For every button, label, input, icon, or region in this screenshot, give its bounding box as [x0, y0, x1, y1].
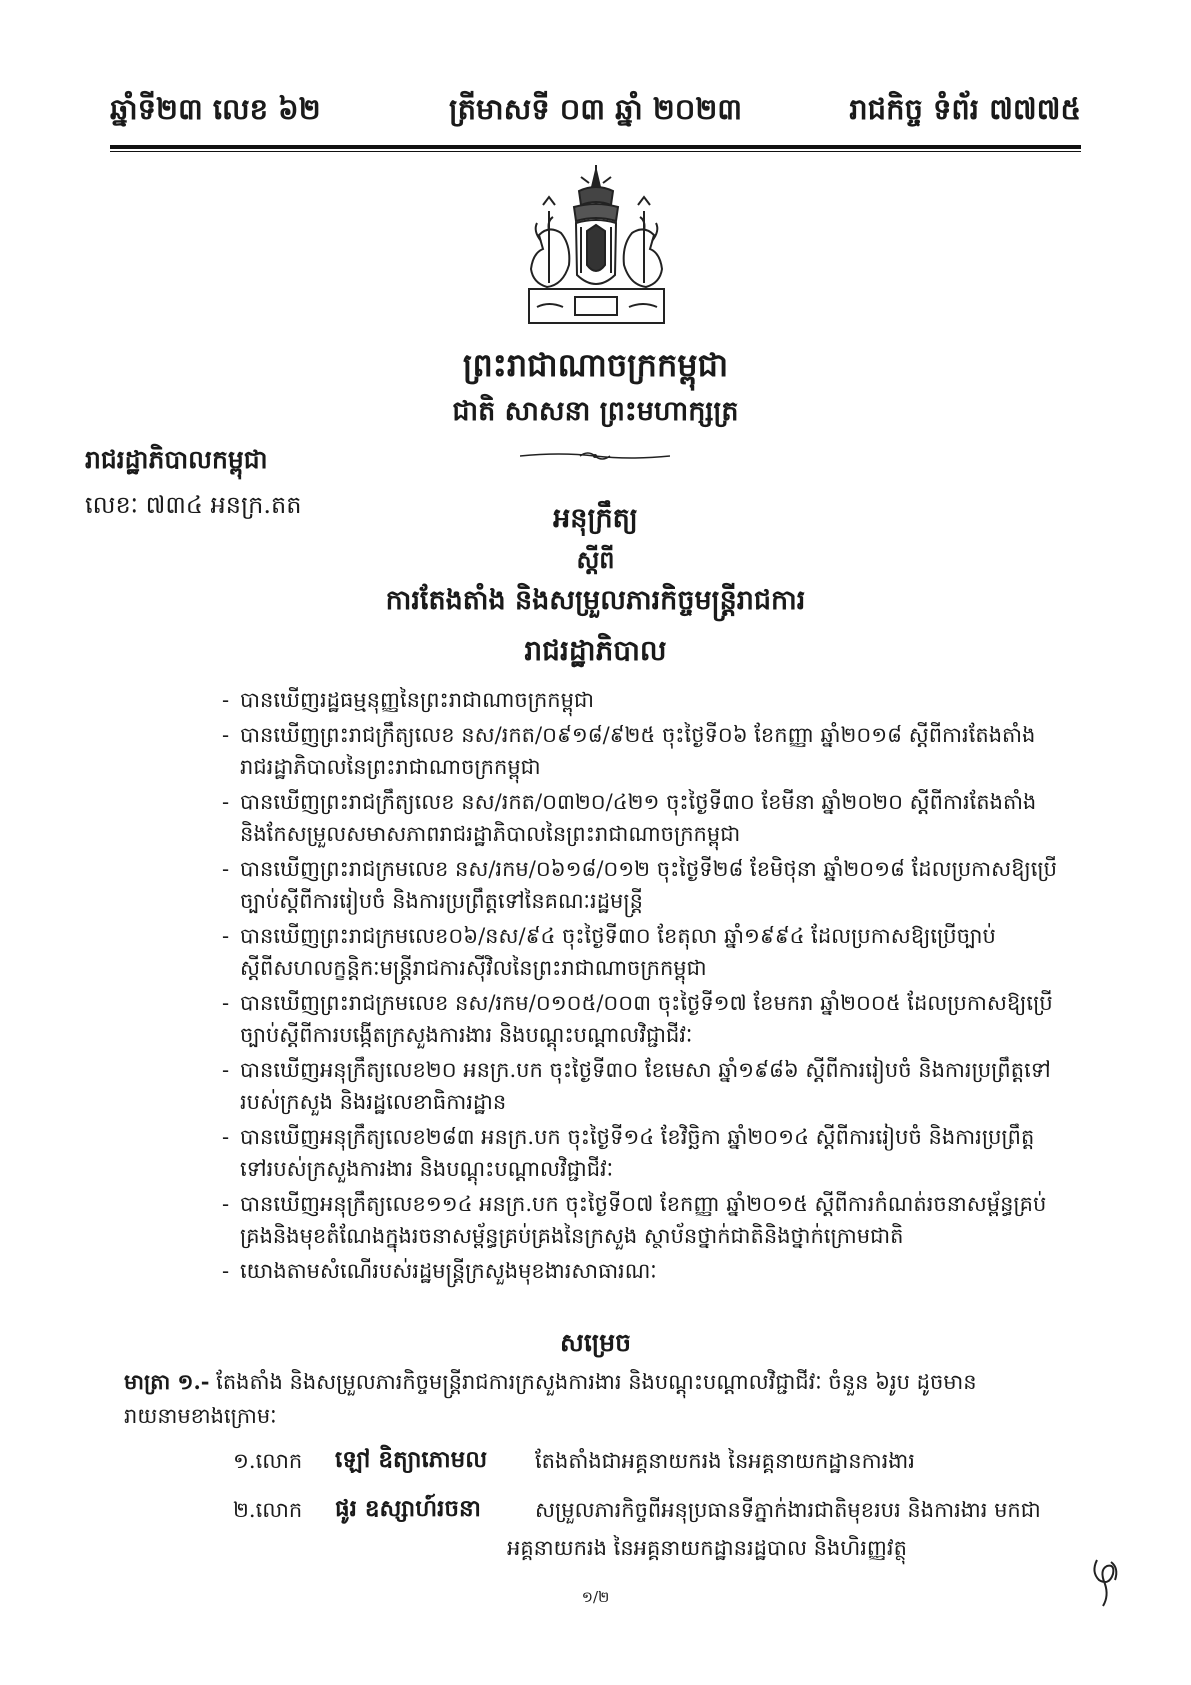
kingdom-name: ព្រះរាជាណាចក្រកម្ពុជា	[462, 346, 729, 384]
header-rule-thin	[110, 151, 1081, 152]
document-about: ស្តីពី	[576, 545, 615, 574]
appointee-2-name: ផូរ ឧស្សាហ៍រចនា	[335, 1495, 481, 1522]
tacteng-ornament-icon	[520, 450, 670, 462]
appointee-1-role: តែងតាំងជាអគ្គនាយករង នៃអគ្គនាយកដ្ឋានការងារ	[535, 1449, 915, 1473]
appointee-1-title: ១.លោក	[233, 1449, 303, 1473]
document-subject: ការតែងតាំង និងសម្រួលភារកិច្ចមន្រ្តីរាជការ	[385, 585, 806, 616]
visa-item: - បានឃើញព្រះរាជក្រមលេខ នស/រកម/០១០៥/០០៣ ចុះថ្ងៃទី១៧ ខែមករា ឆ្នាំ២០០៥ ដែលប្រកាសឱ្យប្រើច្បាប់ស្តីពីការបង្កើតក្រសួងការងារ និងបណ្តុះបណ្តាលវិជ្ជាជីវៈ	[228, 987, 1058, 1051]
document-type: អនុក្រឹត្យ	[553, 503, 638, 534]
visa-item: - យោងតាមសំណើរបស់រដ្ឋមន្ត្រីក្រសួងមុខងារសាធារណៈ	[228, 1255, 1058, 1287]
national-motto: ជាតិ សាសនា ព្រះមហាក្សត្រ	[452, 396, 739, 427]
article-1-line-2: រាយនាមខាងក្រោមៈ	[124, 1404, 277, 1428]
appointee-2-title: ២.លោក	[233, 1498, 303, 1522]
visa-item: - បានឃើញព្រះរាជក្រមលេខ នស/រកម/០៦១៨/០១២ ចុះថ្ងៃទី២៨ ខែមិថុនា ឆ្នាំ២០១៨ ដែលប្រកាសឱ្យប្រើច្បាប់ស្តីពីការរៀបចំ និងការប្រព្រឹត្តទៅនៃគណៈរដ្ឋមន្ត្រី	[228, 853, 1058, 917]
visa-list	[228, 684, 1058, 1290]
header-rule-thick	[110, 145, 1081, 149]
visa-item: - បានឃើញរដ្ឋធម្មនុញ្ញនៃព្រះរាជាណាចក្រកម្ពុជា	[228, 684, 1058, 716]
issuing-government: រាជរដ្ឋាភិបាលកម្ពុជា	[85, 445, 268, 474]
page-number: ១/២	[581, 1588, 610, 1606]
visa-item: - បានឃើញព្រះរាជក្រមលេខ០៦/នស/៩៤ ចុះថ្ងៃទី៣០ ខែតុលា ឆ្នាំ១៩៩៤ ដែលប្រកាសឱ្យប្រើច្បាប់ស្តីពីសហលក្ខន្តិកៈមន្ត្រីរាជការស៊ីវិលនៃព្រះរាជាណាចក្រកម្ពុជា	[228, 920, 1058, 984]
visa-item: - បានឃើញព្រះរាជក្រឹត្យលេខ នស/រកត/០៩១៨/៩២៥ ចុះថ្ងៃទី០៦ ខែកញ្ញា ឆ្នាំ២០១៨ ស្តីពីការតែងតាំងរាជរដ្ឋាភិបាលនៃព្រះរាជាណាចក្រកម្ពុជា	[228, 719, 1058, 783]
article-1-label: មាត្រា ១.-	[124, 1369, 210, 1394]
header-page: រាជកិច្ច ទំព័រ ៧៧៧៥	[849, 92, 1081, 126]
appointee-2-role-line-2: អគ្គនាយករង នៃអគ្គនាយកដ្ឋានរដ្ឋបាល និងហិរញ្ញវត្ថុ	[507, 1536, 907, 1560]
article-1	[124, 1365, 1064, 1433]
header-volume: ឆ្នាំទី២៣ លេខ ៦២	[110, 92, 321, 126]
initials-signature-icon	[1085, 1550, 1125, 1610]
gazette-header	[110, 92, 1081, 140]
visa-item: - បានឃើញអនុក្រឹត្យលេខ២០ អនក្រ.បក ចុះថ្ងៃទី៣០ ខែមេសា ឆ្នាំ១៩៨៦ ស្តីពីការរៀបចំ និងការប្រព្រឹត្តទៅរបស់ក្រសួង និងរដ្ឋលេខាធិការដ្ឋាន	[228, 1054, 1058, 1118]
article-1-text: តែងតាំង និងសម្រួលភារកិច្ចមន្ត្រីរាជការក្រសួងការងារ និងបណ្តុះបណ្តាលវិជ្ជាជីវៈ ចំនួន ៦រូប ដូចមាន	[216, 1370, 977, 1394]
article-1-line-1	[124, 1365, 1064, 1399]
royal-coat-of-arms-icon	[519, 165, 674, 335]
decree-reference: លេខៈ ៧៣៤ អនក្រ.តត	[85, 491, 302, 519]
decision-heading: សម្រេច	[560, 1328, 631, 1357]
appointee-2-role-line-1: សម្រួលភារកិច្ចពីអនុប្រធានទីភ្នាក់ងារជាតិមុខរបរ និងការងារ មកជា	[535, 1498, 1041, 1522]
issuing-body: រាជរដ្ឋាភិបាល	[524, 634, 667, 667]
header-quarter: ត្រីមាសទី ០៣ ឆ្នាំ ២០២៣	[448, 92, 743, 126]
visa-item: - បានឃើញព្រះរាជក្រឹត្យលេខ នស/រកត/០៣២០/៤២១ ចុះថ្ងៃទី៣០ ខែមីនា ឆ្នាំ២០២០ ស្តីពីការតែងតាំង និងកែសម្រួលសមាសភាពរាជរដ្ឋាភិបាលនៃព្រះរាជាណាចក្រកម្ពុជា	[228, 786, 1058, 850]
visa-item: - បានឃើញអនុក្រឹត្យលេខ២៨៣ អនក្រ.បក ចុះថ្ងៃទី១៤ ខែវិច្ឆិកា ឆ្នាំ២០១៤ ស្តីពីការរៀបចំ និងការប្រព្រឹត្តទៅរបស់ក្រសួងការងារ និងបណ្តុះបណ្តាលវិជ្ជាជីវៈ	[228, 1121, 1058, 1185]
appointee-1-name: ឡៅ ឧិត្យាភោមល	[335, 1446, 488, 1473]
visa-item: - បានឃើញអនុក្រឹត្យលេខ១១៤ អនក្រ.បក ចុះថ្ងៃទី០៧ ខែកញ្ញា ឆ្នាំ២០១៥ ស្តីពីការកំណត់រចនាសម្ព័ន្ធគ្រប់គ្រងនិងមុខតំណែងក្នុងរចនាសម្ព័ន្ធគ្រប់គ្រងនៃក្រសួង ស្ថាប័នថ្នាក់ជាតិនិងថ្នាក់ក្រោមជាតិ	[228, 1188, 1058, 1252]
